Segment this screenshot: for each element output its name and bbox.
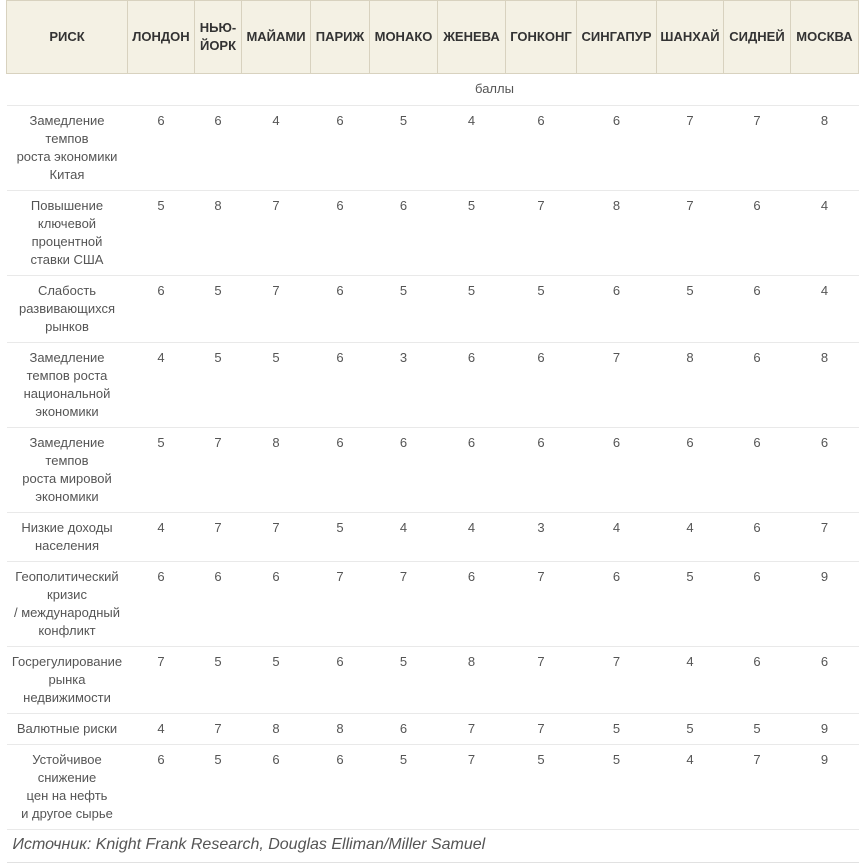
score-cell: 6 xyxy=(370,428,438,513)
score-cell: 6 xyxy=(791,428,859,513)
score-cell: 7 xyxy=(506,714,577,745)
score-cell: 8 xyxy=(791,343,859,428)
table-row xyxy=(7,276,859,343)
risk-label: Геополитический кризис / международный конфликт xyxy=(7,562,128,647)
score-cell: 6 xyxy=(195,562,242,647)
score-cell: 6 xyxy=(724,428,791,513)
score-cell: 7 xyxy=(506,562,577,647)
header-row xyxy=(7,1,859,74)
score-cell: 6 xyxy=(242,562,311,647)
score-cell: 5 xyxy=(370,106,438,191)
score-cell: 6 xyxy=(506,343,577,428)
score-cell: 6 xyxy=(128,745,195,830)
risk-label: Замедление темпов роста мировой экономики xyxy=(7,428,128,513)
table-row xyxy=(7,562,859,647)
score-cell: 8 xyxy=(242,428,311,513)
score-cell: 4 xyxy=(657,513,724,562)
score-cell: 5 xyxy=(438,191,506,276)
source-row xyxy=(7,830,859,863)
score-cell: 7 xyxy=(724,745,791,830)
score-cell: 5 xyxy=(506,276,577,343)
column-header-city: МОСКВА xyxy=(791,1,859,74)
score-cell: 5 xyxy=(506,745,577,830)
score-cell: 6 xyxy=(195,106,242,191)
score-cell: 7 xyxy=(242,276,311,343)
score-cell: 7 xyxy=(506,191,577,276)
score-cell: 8 xyxy=(195,191,242,276)
score-cell: 7 xyxy=(128,647,195,714)
score-cell: 8 xyxy=(657,343,724,428)
score-cell: 8 xyxy=(577,191,657,276)
score-cell: 6 xyxy=(724,191,791,276)
score-cell: 5 xyxy=(577,714,657,745)
score-cell: 6 xyxy=(311,191,370,276)
score-cell: 6 xyxy=(311,745,370,830)
score-cell: 5 xyxy=(195,343,242,428)
score-cell: 4 xyxy=(657,647,724,714)
column-header-city: МАЙАМИ xyxy=(242,1,311,74)
score-cell: 4 xyxy=(128,513,195,562)
score-cell: 6 xyxy=(506,428,577,513)
score-cell: 6 xyxy=(577,276,657,343)
score-cell: 3 xyxy=(506,513,577,562)
score-cell: 7 xyxy=(195,428,242,513)
score-cell: 5 xyxy=(128,191,195,276)
score-cell: 7 xyxy=(657,191,724,276)
score-cell: 5 xyxy=(657,714,724,745)
table-row xyxy=(7,714,859,745)
column-header-city: ГОНКОНГ xyxy=(506,1,577,74)
score-cell: 4 xyxy=(370,513,438,562)
score-cell: 4 xyxy=(242,106,311,191)
score-cell: 5 xyxy=(195,276,242,343)
score-cell: 6 xyxy=(128,106,195,191)
score-cell: 5 xyxy=(724,714,791,745)
score-cell: 6 xyxy=(791,647,859,714)
units-row xyxy=(7,74,859,106)
score-cell: 5 xyxy=(311,513,370,562)
score-cell: 4 xyxy=(791,276,859,343)
column-header-city: СИНГАПУР xyxy=(577,1,657,74)
score-cell: 6 xyxy=(577,106,657,191)
score-cell: 7 xyxy=(724,106,791,191)
score-cell: 9 xyxy=(791,562,859,647)
score-cell: 6 xyxy=(577,428,657,513)
score-cell: 7 xyxy=(438,745,506,830)
score-cell: 5 xyxy=(242,343,311,428)
score-cell: 4 xyxy=(438,513,506,562)
score-cell: 4 xyxy=(577,513,657,562)
risk-label: Замедление темпов роста экономики Китая xyxy=(7,106,128,191)
score-cell: 6 xyxy=(242,745,311,830)
score-cell: 5 xyxy=(242,647,311,714)
score-cell: 5 xyxy=(370,745,438,830)
column-header-city: МОНАКО xyxy=(370,1,438,74)
score-cell: 5 xyxy=(438,276,506,343)
risk-label: Валютные риски xyxy=(7,714,128,745)
score-cell: 6 xyxy=(128,562,195,647)
table-row xyxy=(7,745,859,830)
score-cell: 7 xyxy=(370,562,438,647)
column-header-city: НЬЮ-ЙОРК xyxy=(195,1,242,74)
score-cell: 8 xyxy=(311,714,370,745)
column-header-city: ЖЕНЕВА xyxy=(438,1,506,74)
score-cell: 7 xyxy=(242,513,311,562)
score-cell: 5 xyxy=(370,276,438,343)
score-cell: 4 xyxy=(128,343,195,428)
score-cell: 6 xyxy=(724,276,791,343)
column-header-city: ЛОНДОН xyxy=(128,1,195,74)
column-header-city: СИДНЕЙ xyxy=(724,1,791,74)
units-label: баллы xyxy=(475,81,514,96)
score-cell: 7 xyxy=(242,191,311,276)
score-cell: 5 xyxy=(128,428,195,513)
score-cell: 6 xyxy=(370,714,438,745)
score-cell: 4 xyxy=(657,745,724,830)
score-cell: 8 xyxy=(438,647,506,714)
score-cell: 6 xyxy=(311,106,370,191)
score-cell: 6 xyxy=(577,562,657,647)
table-row xyxy=(7,106,859,191)
table-row xyxy=(7,647,859,714)
source-note: Источник: Knight Frank Research, Douglas Elliman/Miller Samuel xyxy=(7,830,859,863)
score-cell: 7 xyxy=(195,513,242,562)
risk-table xyxy=(6,0,859,863)
table-row xyxy=(7,513,859,562)
table-row xyxy=(7,428,859,513)
table-row xyxy=(7,343,859,428)
score-cell: 6 xyxy=(438,343,506,428)
score-cell: 8 xyxy=(242,714,311,745)
score-cell: 4 xyxy=(791,191,859,276)
score-cell: 4 xyxy=(128,714,195,745)
table-row xyxy=(7,191,859,276)
score-cell: 5 xyxy=(195,745,242,830)
risk-label: Повышение ключевой процентной ставки США xyxy=(7,191,128,276)
score-cell: 5 xyxy=(657,276,724,343)
score-cell: 6 xyxy=(506,106,577,191)
score-cell: 5 xyxy=(577,745,657,830)
score-cell: 6 xyxy=(724,562,791,647)
score-cell: 6 xyxy=(311,428,370,513)
column-header-risk: РИСК xyxy=(7,1,128,74)
units-cell xyxy=(7,74,859,106)
score-cell: 3 xyxy=(370,343,438,428)
score-cell: 6 xyxy=(311,343,370,428)
score-cell: 7 xyxy=(577,343,657,428)
score-cell: 7 xyxy=(506,647,577,714)
score-cell: 5 xyxy=(657,562,724,647)
score-cell: 7 xyxy=(791,513,859,562)
column-header-city: ШАНХАЙ xyxy=(657,1,724,74)
score-cell: 6 xyxy=(724,343,791,428)
risk-label: Слабость развивающихся рынков xyxy=(7,276,128,343)
score-cell: 6 xyxy=(370,191,438,276)
score-cell: 7 xyxy=(311,562,370,647)
score-cell: 7 xyxy=(438,714,506,745)
score-cell: 5 xyxy=(370,647,438,714)
score-cell: 5 xyxy=(195,647,242,714)
risk-label: Госрегулирование рынка недвижимости xyxy=(7,647,128,714)
table-body xyxy=(7,74,859,830)
score-cell: 4 xyxy=(438,106,506,191)
score-cell: 7 xyxy=(195,714,242,745)
score-cell: 9 xyxy=(791,745,859,830)
score-cell: 6 xyxy=(438,428,506,513)
score-cell: 7 xyxy=(657,106,724,191)
score-cell: 6 xyxy=(724,513,791,562)
score-cell: 6 xyxy=(311,647,370,714)
score-cell: 8 xyxy=(791,106,859,191)
risk-label: Замедление темпов роста национальной экономики xyxy=(7,343,128,428)
risk-label: Низкие доходы населения xyxy=(7,513,128,562)
risk-label: Устойчивое снижение цен на нефть и другое сырье xyxy=(7,745,128,830)
score-cell: 6 xyxy=(724,647,791,714)
score-cell: 6 xyxy=(657,428,724,513)
score-cell: 6 xyxy=(311,276,370,343)
column-header-city: ПАРИЖ xyxy=(311,1,370,74)
score-cell: 6 xyxy=(438,562,506,647)
score-cell: 7 xyxy=(577,647,657,714)
score-cell: 9 xyxy=(791,714,859,745)
score-cell: 6 xyxy=(128,276,195,343)
